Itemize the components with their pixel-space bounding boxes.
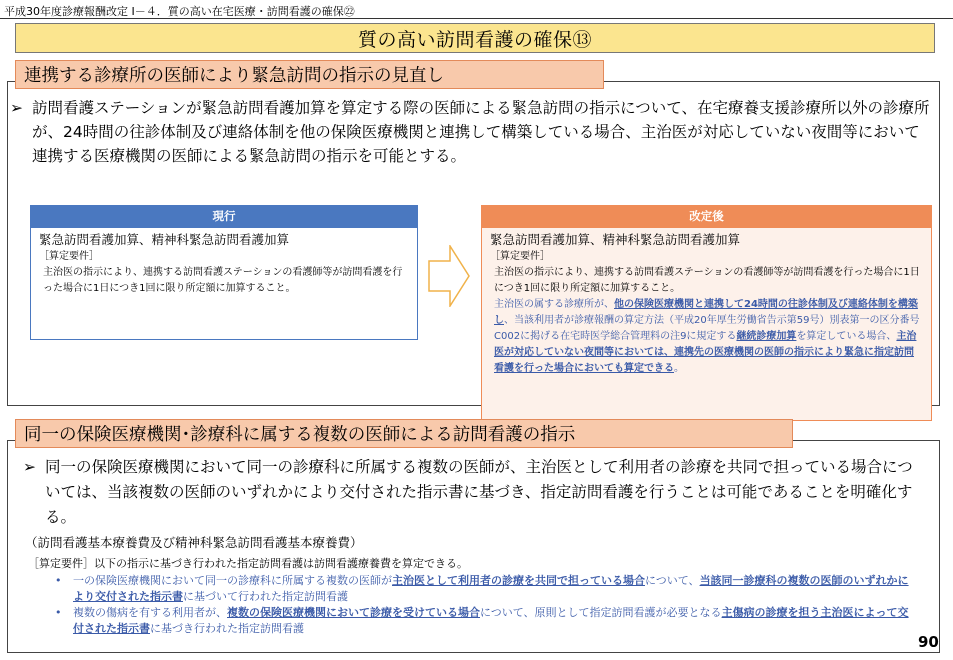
section1-paragraph	[10, 96, 932, 168]
section2-paragraph-text: 同一の保険医療機関において同一の診療科に所属する複数の医師が、主治医として利用者の診療を共同で担っている場合については、当該複数の医師のいずれかにより交付された指示書に基づき、指定訪問看護を行うことは可能であることを明確化する。	[45, 458, 913, 526]
section2-subtitle: （訪問看護基本療養費及び精神科緊急訪問看護基本療養費）	[25, 535, 363, 550]
note-text: について、	[645, 574, 700, 587]
page-number: 90	[918, 633, 939, 651]
bullet-dot-icon: •	[55, 574, 62, 587]
note-text: に基づいて行われた指定訪問看護	[183, 590, 348, 603]
revised-addition-text: 、当該利用者が診療報酬の算定方法（平成20年厚生労働省告示第59号）別表第一の区分番号C002に掲げる在宅時医学総合管理料の注9に規定する	[494, 315, 920, 342]
arrow-bullet-icon: ➢	[10, 99, 23, 117]
current-req-label: ［算定要件］	[39, 251, 99, 262]
revised-addition-emphasis: 主治医が対応していない夜間等においては、連携先の医療機関の医師の指示により緊急に指定訪問看護を行った場合においても算定できる	[494, 331, 917, 374]
section2-note-list	[55, 573, 910, 637]
revised-addition-emphasis: 他の保険医療機関と連携して24時間の往診体制及び連絡体制を構築し	[494, 299, 918, 326]
list-item	[55, 573, 910, 605]
current-panel-body	[30, 227, 418, 340]
current-panel-title: 緊急訪問看護加算、精神科緊急訪問看護加算	[39, 232, 290, 247]
list-item	[55, 605, 910, 637]
revised-panel-title: 緊急訪問看護加算、精神科緊急訪問看護加算	[490, 232, 741, 247]
revised-addition-emphasis: 継続診療加算	[736, 331, 797, 342]
section2-heading: 同一の保険医療機関･診療科に属する複数の医師による訪問看護の指示	[15, 419, 793, 448]
arrow-bullet-icon: ➢	[23, 458, 36, 476]
note-text: 複数の傷病を有する利用者が、	[73, 606, 227, 619]
revised-panel-header: 改定後	[481, 205, 932, 227]
revised-addition	[490, 297, 923, 377]
page-title: 質の高い訪問看護の確保⑬	[15, 23, 935, 53]
note-emphasis: 主傷病の診療を担う主治医によって交付された指示書	[73, 606, 909, 635]
current-panel	[30, 205, 418, 340]
section1-heading: 連携する診療所の医師により緊急訪問の指示の見直し	[15, 60, 604, 89]
revised-panel-body	[481, 227, 932, 421]
note-text: 一の保険医療機関において同一の診療科に所属する複数の医師が	[73, 574, 392, 587]
revised-panel	[481, 205, 932, 421]
section1-paragraph-text: 訪問看護ステーションが緊急訪問看護加算を算定する際の医師による緊急訪問の指示について、在宅療養支援診療所以外の診療所が、24時間の往診体制及び連絡体制を他の保険医療機関と連携して構築している場合、主治医が対応していない夜間等において連携する医療機関の医師による緊急訪問の指示を可能とする。	[32, 99, 930, 165]
revised-req-label: ［算定要件］	[490, 251, 550, 262]
section2-requirement: ［算定要件］以下の指示に基づき行われた指定訪問看護は訪問看護療養費を算定できる。	[28, 557, 468, 570]
revised-req-text: 主治医の指示により、連携する訪問看護ステーションの看護師等が訪問看護を行った場合に1日につき1回に限り所定額に加算すること。	[494, 267, 920, 294]
current-req-text: 主治医の指示により、連携する訪問看護ステーションの看護師等が訪問看護を行った場合に1日につき1回に限り所定額に加算すること。	[43, 267, 403, 294]
header-divider	[0, 18, 953, 19]
section2-paragraph	[23, 455, 925, 530]
note-emphasis: 複数の保険医療機関において診療を受けている場合	[227, 606, 480, 619]
revised-addition-text: 主治医の属する診療所が、	[494, 299, 614, 310]
note-emphasis: 当該同一診療科の複数の医師のいずれかにより交付された指示書	[73, 574, 909, 603]
bullet-dot-icon: •	[55, 606, 62, 619]
revised-addition-text: を算定している場合、	[796, 331, 897, 342]
note-text: に基づき行われた指定訪問看護	[150, 622, 304, 635]
breadcrumb: 平成30年度診療報酬改定 Ⅰ－４．質の高い在宅医療・訪問看護の確保㉒	[4, 5, 355, 18]
current-panel-header: 現行	[30, 205, 418, 227]
revised-addition-text: 。	[674, 363, 684, 374]
note-text: について、原則として指定訪問看護が必要となる	[480, 606, 722, 619]
right-arrow-icon	[428, 245, 470, 307]
note-emphasis: 主治医として利用者の診療を共同で担っている場合	[392, 574, 645, 587]
